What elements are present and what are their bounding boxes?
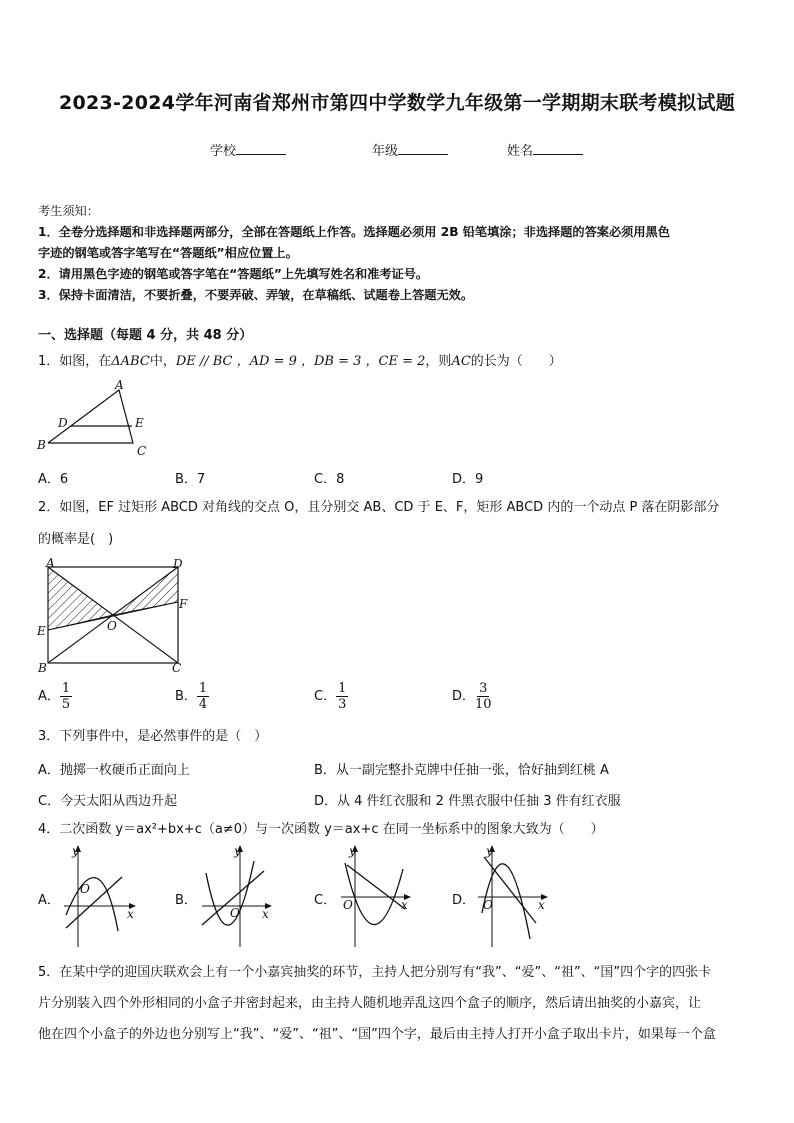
q1-option-d[interactable]: D．9	[452, 472, 484, 487]
q4d-x-label: x	[538, 898, 545, 912]
grade-label: 年级	[372, 144, 399, 159]
q2-option-c-fraction	[336, 681, 348, 712]
q1-option-c[interactable]: C．8	[314, 472, 345, 487]
question-1	[38, 352, 562, 372]
q3-option-a[interactable]: A．抛掷一枚硬币正面向上	[38, 763, 190, 778]
q4a-origin-label: O	[80, 882, 90, 896]
question-5	[38, 957, 763, 1050]
q4-graph-b	[198, 843, 278, 951]
q1-triangle-figure	[34, 376, 164, 460]
q2-option-d-denominator: 10	[475, 697, 492, 712]
q4-option-d[interactable]: D．	[452, 893, 476, 908]
q3-option-d[interactable]: D．从 4 件红衣服和 2 件黑衣服中任抽 3 件有红衣服	[314, 794, 621, 809]
notice-heading: 考生须知：	[38, 204, 99, 218]
q1-option-a[interactable]: A．6	[38, 472, 69, 487]
q1-text: 1．如图，在	[38, 354, 112, 369]
q2-label-f: F	[179, 597, 188, 611]
q1-label-b: B	[37, 438, 46, 452]
q1-label-c: C	[137, 444, 147, 458]
q1-ac: AC	[451, 354, 471, 369]
q1-text-3: ，则	[425, 354, 452, 369]
q4-option-b[interactable]: B．	[175, 893, 197, 908]
q2-rectangle-figure	[34, 556, 194, 678]
q1-condition: DE // BC ，AD = 9 ，DB = 3 ，CE = 2	[175, 354, 426, 369]
page-title: 2023-2024学年河南省郑州市第四中学数学九年级第一学期期末联考模拟试题	[58, 92, 736, 114]
q4-option-a[interactable]: A．	[38, 893, 60, 908]
q3-option-c[interactable]: C．今天太阳从西边升起	[38, 794, 178, 809]
question-2-line-1: 2．如图，EF 过矩形 ABCD 对角线的交点 O，且分别交 AB、CD 于 E、F，矩形 ABCD 内的一个动点 P 落在阴影部分	[38, 500, 720, 515]
notice-item-1: 1．全卷分选择题和非选择题两部分，全部在答题纸上作答。选择题必须用 2B 铅笔填涂；非选择题的答案必须用黑色	[38, 225, 670, 239]
q2-option-a[interactable]	[38, 681, 72, 712]
q2-option-a-fraction	[60, 681, 72, 712]
grade-blank[interactable]	[398, 142, 448, 155]
q5-line-1: 5．在某中学的迎国庆联欢会上有一个小嘉宾抽奖的环节，主持人把分别写有“我”、“爱”、“祖”、“国”四个字的四张卡	[38, 965, 712, 980]
q2-option-c-numerator: 1	[338, 681, 347, 696]
q4-graph-c	[337, 843, 417, 951]
grade-field	[372, 140, 448, 159]
name-field	[507, 140, 583, 159]
notice-block	[38, 201, 768, 306]
q2-option-a-numerator: 1	[61, 681, 71, 696]
q2-option-b-letter: B．	[175, 689, 197, 704]
q2-option-a-letter: A．	[38, 689, 60, 704]
question-2-line-2: 的概率是( )	[38, 532, 114, 547]
q1-text-2: 中，	[149, 354, 176, 369]
school-blank[interactable]	[236, 142, 286, 155]
q2-label-d: D	[173, 557, 183, 571]
q2-option-d-numerator: 3	[479, 681, 488, 696]
q1-label-a: A	[115, 378, 124, 392]
q4d-y-label: y	[486, 844, 493, 858]
q4c-x-label: x	[401, 898, 408, 912]
q2-option-b-denominator: 4	[198, 697, 208, 712]
q2-option-d-letter: D．	[452, 689, 476, 704]
q5-line-2: 片分别装入四个外形相同的小盒子并密封起来，由主持人随机地弄乱这四个盒子的顺序，然后请出抽奖的小嘉宾，让	[38, 996, 702, 1011]
q5-line-3: 他在四个小盒子的外边也分别写上“我”、“爱”、“祖”、“国”四个字，最后由主持人打开小盒子取出卡片，如果每一个盒	[38, 1027, 716, 1042]
school-field	[210, 140, 286, 159]
q4-graph-a	[60, 843, 140, 951]
q4-graph-d	[474, 843, 554, 951]
q2-option-b-numerator: 1	[198, 681, 208, 696]
q4b-y-label: y	[234, 844, 241, 858]
q2-label-e: E	[37, 624, 46, 638]
q4a-x-label: x	[127, 907, 134, 921]
q3-option-b[interactable]: B．从一副完整扑克牌中任抽一张，恰好抽到红桃 A	[314, 763, 609, 778]
q4b-x-label: x	[262, 907, 269, 921]
q1-label-e: E	[135, 416, 144, 430]
q1-text-4: 的长为（ ）	[470, 354, 562, 369]
notice-item-2: 2．请用黑色字迹的钢笔或答字笔在“答题纸”上先填写姓名和准考证号。	[38, 267, 429, 281]
name-blank[interactable]	[533, 142, 583, 155]
q2-option-c-letter: C．	[314, 689, 337, 704]
q2-label-o: O	[107, 619, 117, 633]
school-label: 学校	[210, 144, 237, 159]
q4-option-c[interactable]: C．	[314, 893, 337, 908]
q1-label-d: D	[58, 416, 68, 430]
section-heading: 一、选择题（每题 4 分，共 48 分）	[38, 328, 253, 343]
question-3: 3．下列事件中，是必然事件的是（ ）	[38, 729, 268, 744]
q2-option-d[interactable]	[452, 681, 492, 712]
q1-option-b[interactable]: B．7	[175, 472, 206, 487]
q2-option-c[interactable]	[314, 681, 348, 712]
question-4: 4．二次函数 y＝ax²+bx+c（a≠0）与一次函数 y＝ax+c 在同一坐标系中的图象大致为（ ）	[38, 822, 604, 837]
q2-option-c-denominator: 3	[338, 697, 347, 712]
q2-option-d-fraction	[475, 681, 492, 712]
q2-label-b: B	[38, 661, 47, 675]
notice-item-3: 3．保持卡面清洁，不要折叠，不要弄破、弄皱，在草稿纸、试题卷上答题无效。	[38, 288, 474, 302]
q2-option-b[interactable]	[175, 681, 209, 712]
q2-label-c: C	[172, 661, 182, 675]
name-label: 姓名	[507, 144, 534, 159]
q4d-origin-label: O	[483, 898, 493, 912]
q2-option-a-denominator: 5	[61, 697, 71, 712]
q2-option-b-fraction	[197, 681, 209, 712]
q1-triangle: ΔABC	[111, 354, 150, 369]
q4b-origin-label: O	[230, 906, 240, 920]
q4c-y-label: y	[349, 844, 356, 858]
notice-item-1-cont: 字迹的钢笔或答字笔写在“答题纸”相应位置上。	[38, 246, 298, 260]
q2-label-a: A	[46, 556, 55, 570]
q4a-y-label: y	[72, 844, 79, 858]
q4c-origin-label: O	[343, 898, 353, 912]
